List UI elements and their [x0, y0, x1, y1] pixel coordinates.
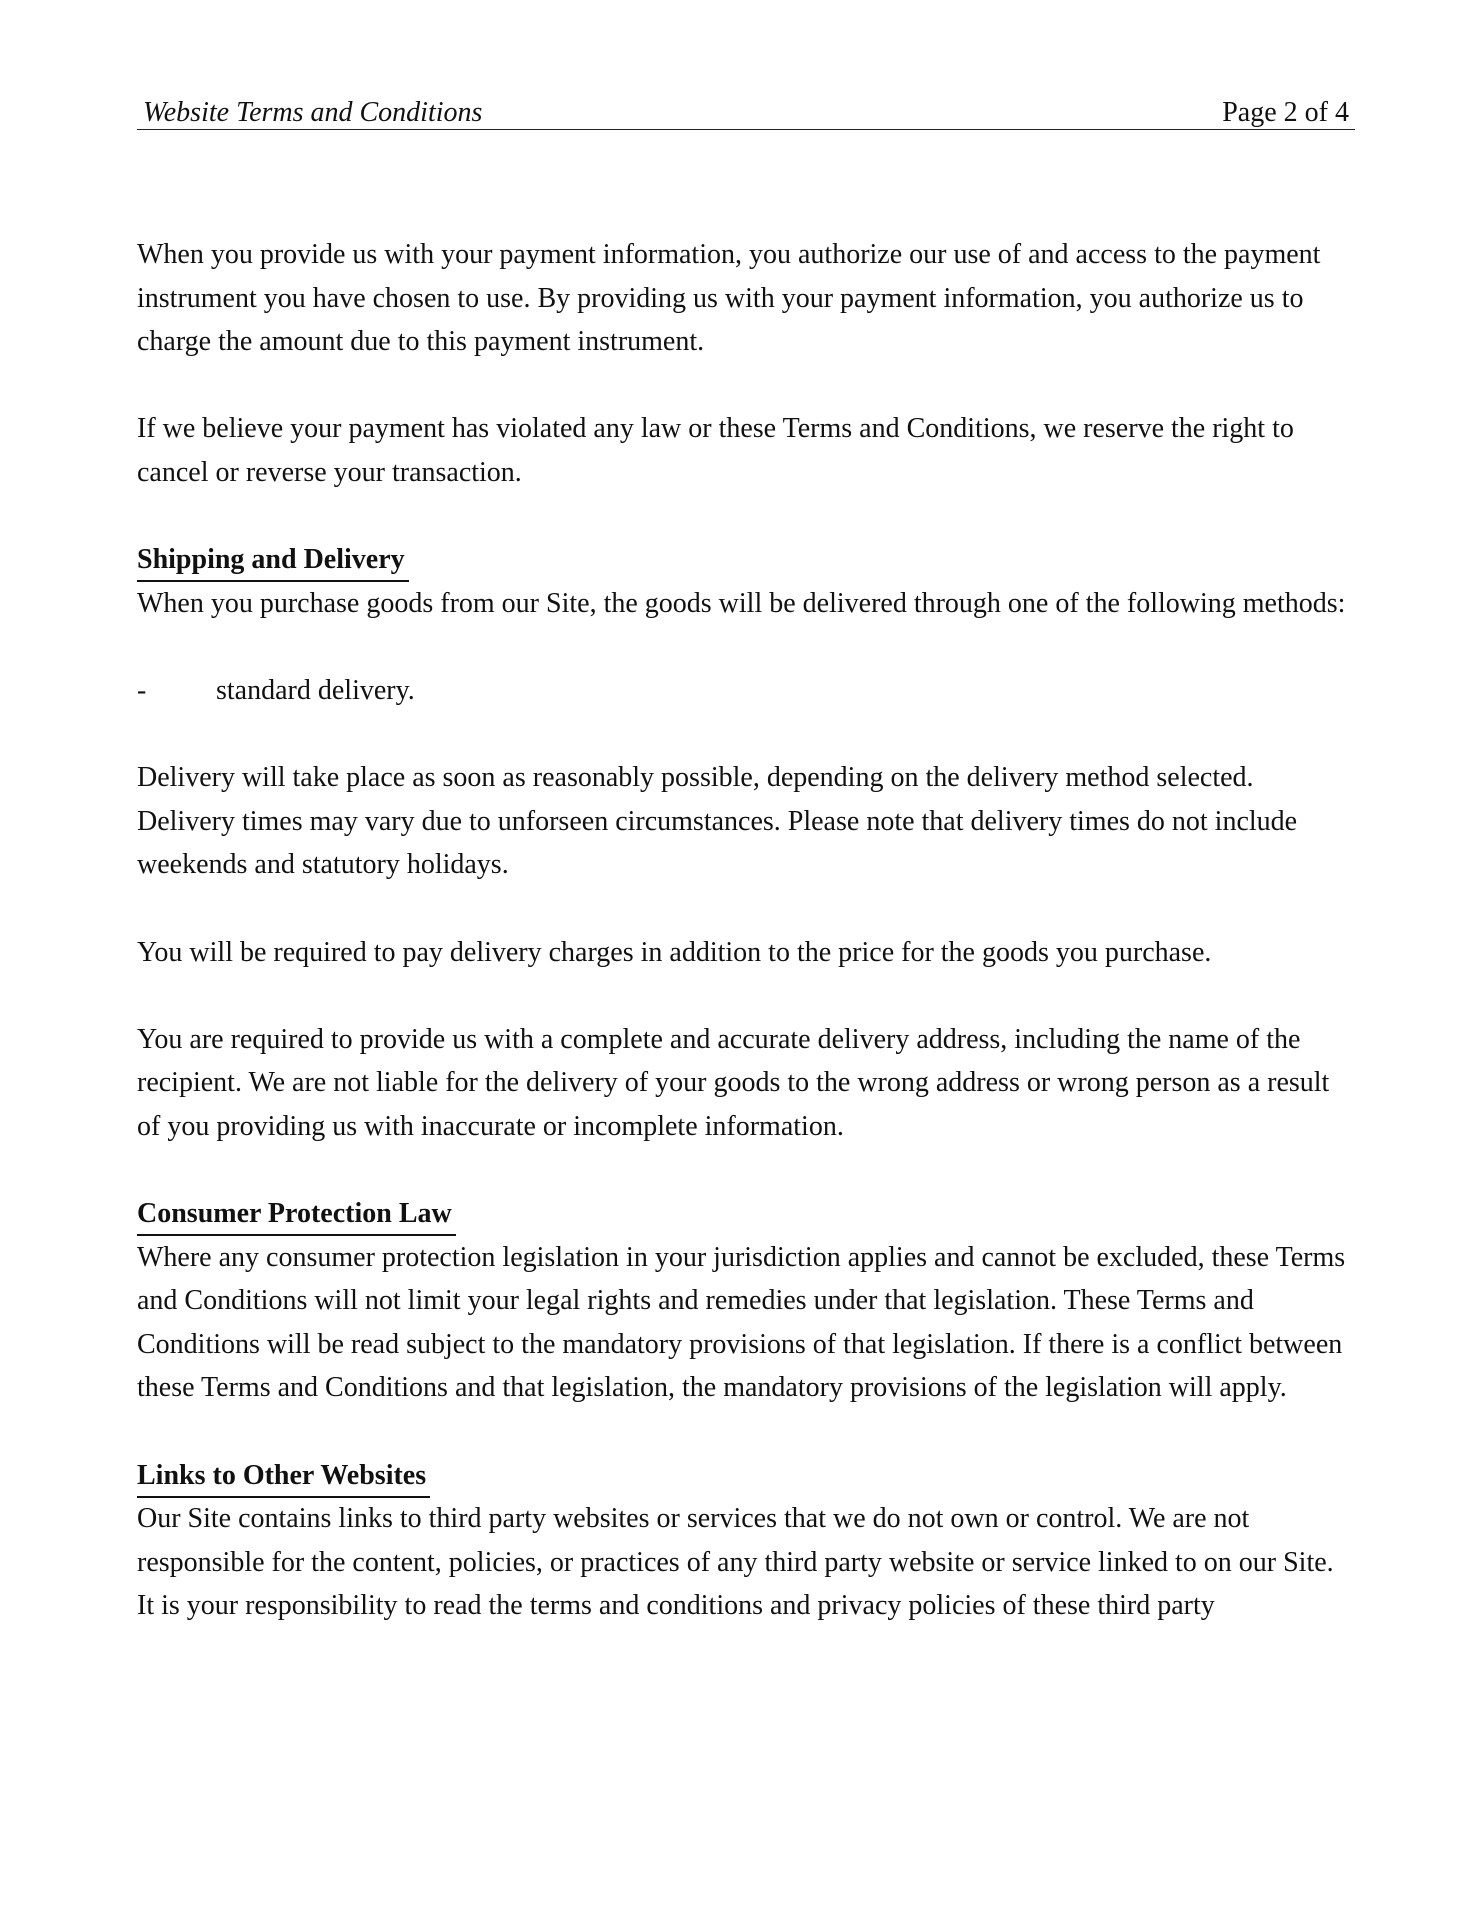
links-paragraph: Our Site contains links to third party websites or services that we do not own or control. We are not responsible for the content, policies, or practices of any third party website or service linked to on our Site. It is your responsibility to read the terms and conditions and privacy policies of these third party	[137, 1503, 1334, 1622]
delivery-charges-paragraph: You will be required to pay delivery charges in addition to the price for the goods you purchase.	[137, 936, 1212, 968]
shipping-intro-paragraph: When you purchase goods from our Site, the goods will be delivered through one of the following methods:	[137, 587, 1346, 619]
document-body	[137, 233, 1357, 1672]
consumer-protection-heading: Consumer Protection Law	[137, 1194, 456, 1236]
payment-violation-paragraph: If we believe your payment has violated any law or these Terms and Conditions, we reserve the right to cancel or reverse your transaction.	[137, 413, 1294, 488]
delivery-method-list-item	[137, 669, 1357, 713]
shipping-heading-row	[137, 538, 1357, 582]
page-header	[137, 96, 1355, 130]
consumer-heading-row	[137, 1192, 1357, 1236]
links-heading-row	[137, 1454, 1357, 1498]
delivery-time-paragraph: Delivery will take place as soon as reasonably possible, depending on the delivery method selected. Delivery times may vary due to unforseen circumstances. Please note that delivery times do not include weekends and statutory holidays.	[137, 762, 1298, 881]
page-number: Page 2 of 4	[1222, 97, 1349, 128]
delivery-address-paragraph: You are required to provide us with a complete and accurate delivery address, including the name of the recipient. We are not liable for the delivery of your goods to the wrong address or wrong person as a result of you providing us with inaccurate or incomplete information.	[137, 1023, 1330, 1142]
payment-authorization-paragraph: When you provide us with your payment information, you authorize our use of and access to the payment instrument you have chosen to use. By providing us with your payment information, you authorize us to charge the amount due to this payment instrument.	[137, 239, 1321, 358]
consumer-protection-paragraph: Where any consumer protection legislation in your jurisdiction applies and cannot be excluded, these Terms and Conditions will not limit your legal rights and remedies under that legislation. These Terms and Conditions will be read subject to the mandatory provisions of that legislation. If there is a conflict between these Terms and Conditions and that legislation, the mandatory provisions of the legislation will apply.	[137, 1241, 1346, 1404]
document-title: Website Terms and Conditions	[143, 97, 483, 128]
shipping-heading: Shipping and Delivery	[137, 540, 409, 582]
links-heading: Links to Other Websites	[137, 1456, 430, 1498]
list-item-text: standard delivery.	[216, 674, 415, 706]
list-dash-marker: -	[137, 674, 147, 706]
